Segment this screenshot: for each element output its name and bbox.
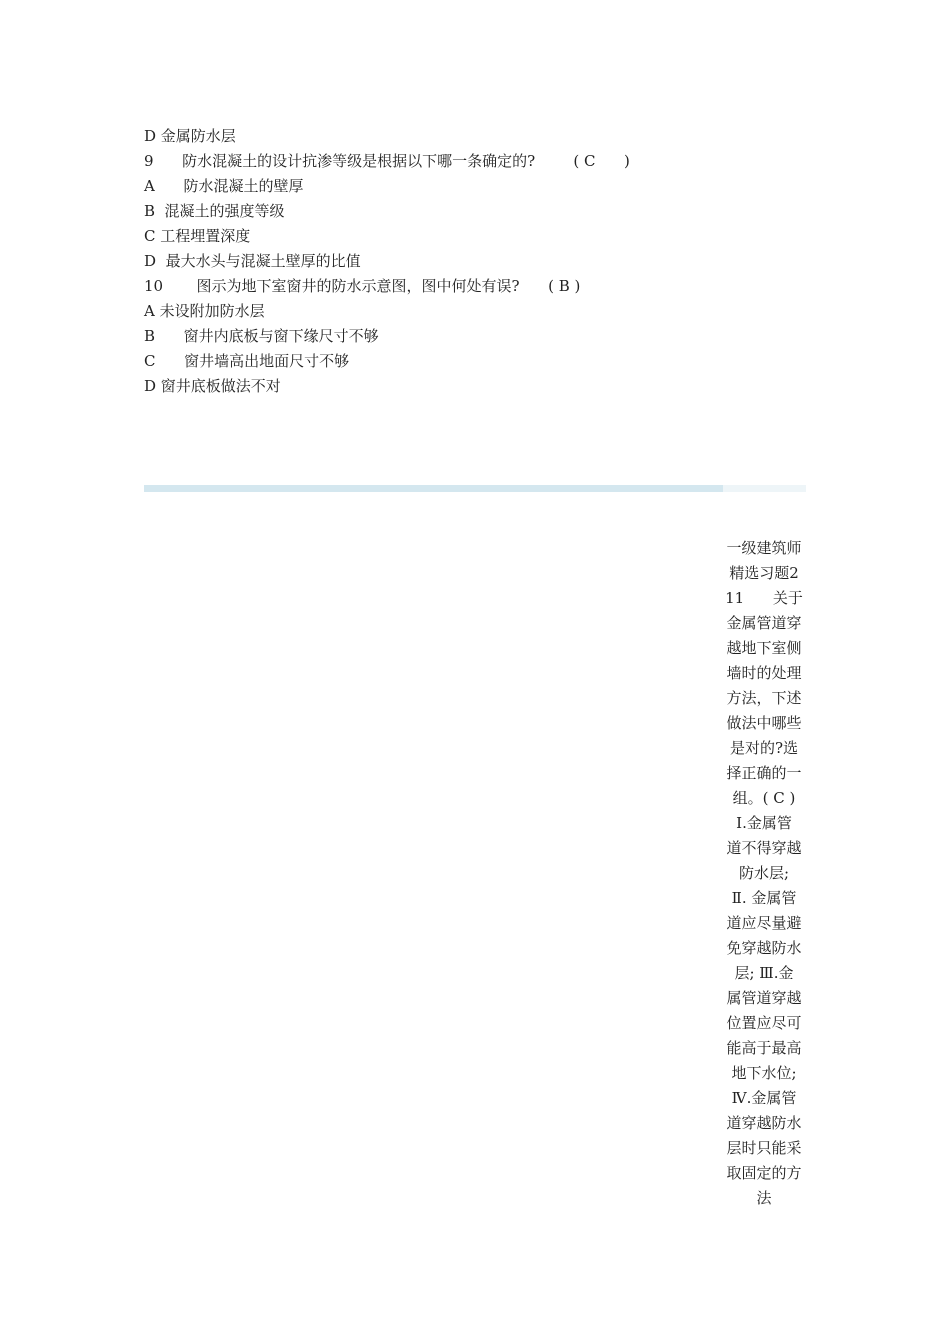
option-d-q10: D 窗井底板做法不对 — [144, 377, 281, 395]
side-column-line: 层时只能采 — [726, 1139, 802, 1157]
side-column-line: Ⅰ.金属管 — [736, 814, 792, 832]
side-column-line: 金属管道穿 — [726, 614, 802, 632]
option-b-q9: B 混凝土的强度等级 — [144, 202, 285, 220]
option-a-q10: A 未设附加防水层 — [144, 302, 265, 320]
side-column-line: 方法，下述 — [726, 689, 802, 707]
side-column-line: 择正确的一 — [726, 764, 802, 782]
side-column-line: 免穿越防水 — [726, 939, 802, 957]
side-column-line: 11 关于 — [725, 589, 803, 607]
option-a-q9: A 防水混凝土的壁厚 — [144, 177, 304, 195]
side-column-line: 道应尽量避 — [726, 914, 802, 932]
side-column-line: Ⅳ.金属管 — [731, 1089, 797, 1107]
option-c-q9: C 工程埋置深度 — [144, 227, 251, 245]
side-column-line: 防水层; — [738, 864, 790, 882]
side-column-line: 越地下室侧 — [726, 639, 802, 657]
side-column-line: 是对的?选 — [729, 739, 799, 757]
side-column-line: 精选习题2 — [729, 564, 799, 582]
side-column-line: 层; Ⅲ.金 — [734, 964, 794, 982]
side-column-line: 道不得穿越 — [726, 839, 802, 857]
question-9: 9 防水混凝土的设计抗渗等级是根据以下哪一条确定的? ( C ) — [144, 152, 630, 170]
option-c-q10: C 窗井墙高出地面尺寸不够 — [144, 352, 350, 370]
side-column-line: 位置应尽可 — [726, 1014, 802, 1032]
section-divider — [144, 485, 806, 492]
side-column-line: 墙时的处理 — [726, 664, 802, 682]
side-column-line: 取固定的方 — [726, 1164, 802, 1182]
side-column-line: 能高于最高 — [726, 1039, 802, 1057]
side-column-line: 做法中哪些 — [726, 714, 802, 732]
question-10: 10 图示为地下室窗井的防水示意图，图中何处有误? ( B ) — [144, 277, 581, 295]
side-column-line: Ⅱ. 金属管 — [731, 889, 797, 907]
option-d-q8: D 金属防水层 — [144, 127, 236, 145]
option-d-q9: D 最大水头与混凝土壁厚的比值 — [144, 252, 361, 270]
section-divider-fill — [144, 485, 723, 492]
side-column-line: 一级建筑师 — [726, 539, 802, 557]
side-column-line: 道穿越防水 — [726, 1114, 802, 1132]
side-column-line: 地下水位; — [731, 1064, 797, 1082]
questions-block — [144, 124, 764, 399]
side-column-line: 法 — [756, 1189, 772, 1207]
option-b-q10: B 窗井内底板与窗下缘尺寸不够 — [144, 327, 379, 345]
side-column-text — [721, 536, 807, 1211]
side-column-line: 组。( C ) — [732, 789, 796, 807]
side-column-line: 属管道穿越 — [726, 989, 802, 1007]
